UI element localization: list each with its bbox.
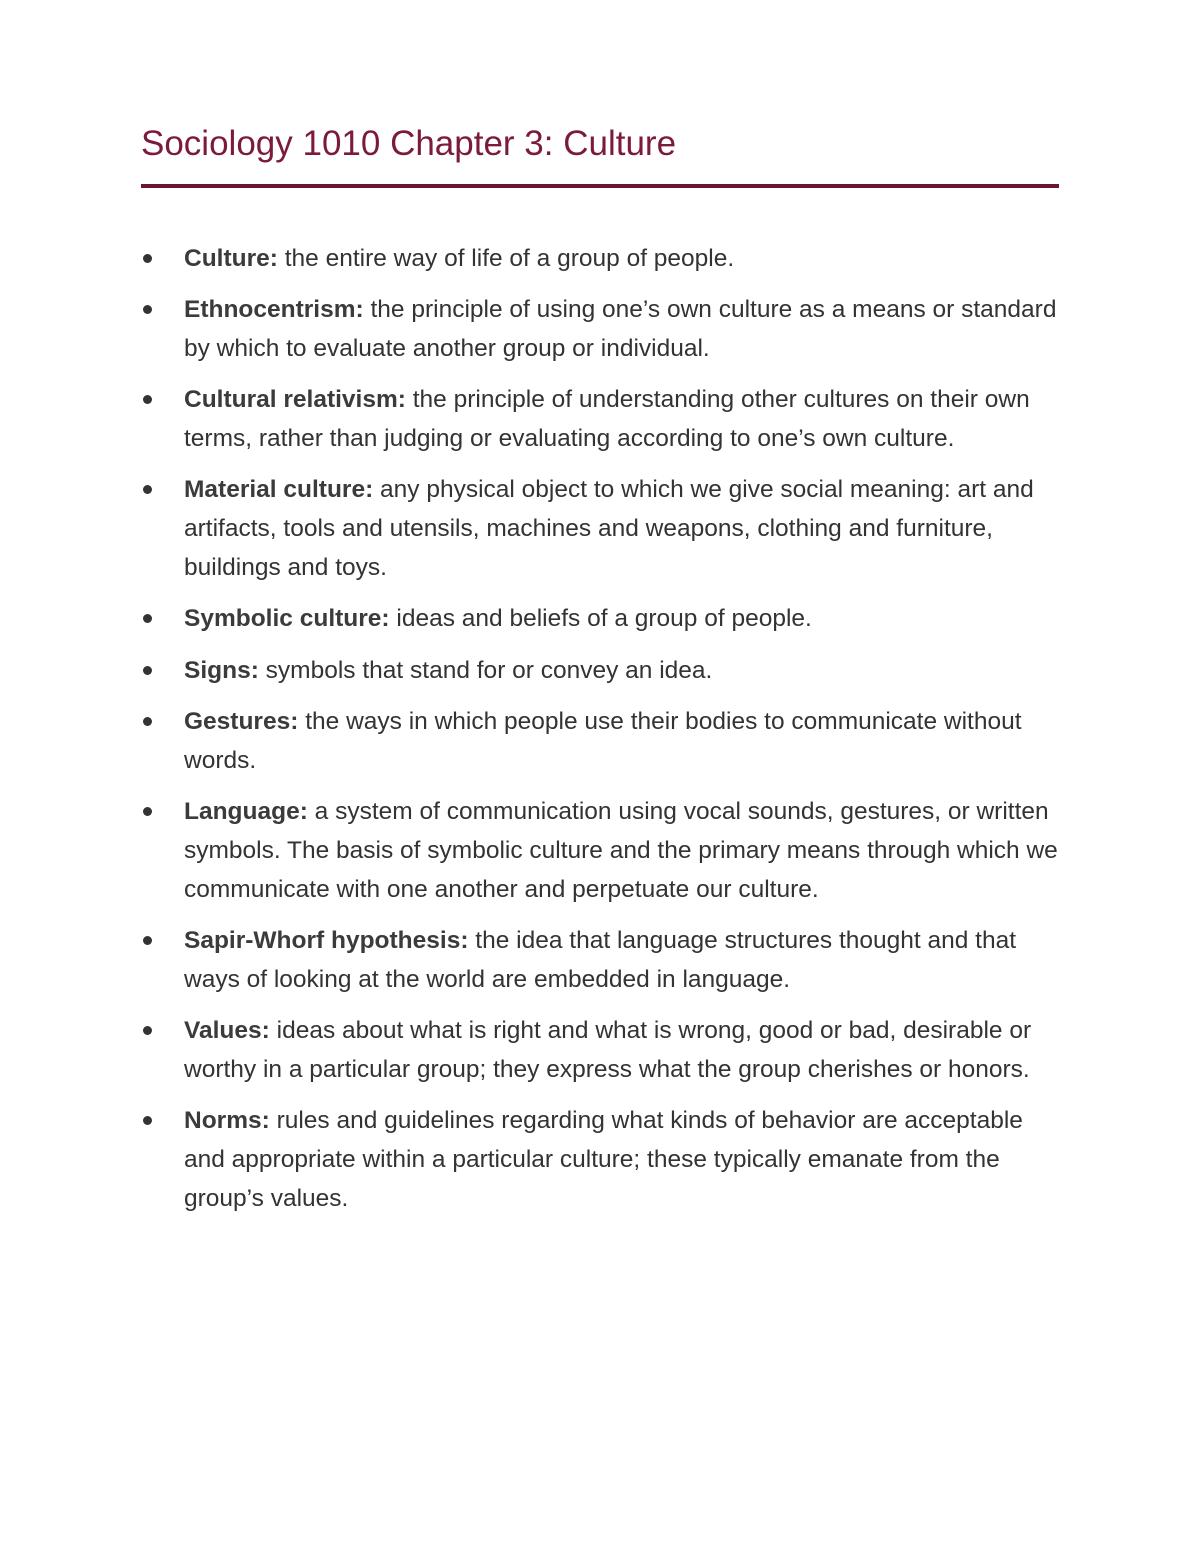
definition: ideas and beliefs of a group of people. — [389, 605, 812, 633]
bullet-icon — [143, 485, 152, 494]
bullet-icon — [143, 395, 152, 404]
list-item — [140, 291, 1070, 369]
term: Norms: — [184, 1107, 270, 1135]
bullet-icon — [143, 807, 152, 816]
term: Material culture: — [184, 476, 374, 504]
list-item — [140, 793, 1070, 909]
bullet-icon — [143, 936, 152, 945]
definition: the idea that language structures thought and that ways of looking at the world are embedded in language. — [184, 926, 1017, 993]
title-divider — [141, 184, 1059, 188]
bullet-icon — [143, 666, 152, 675]
term: Signs: — [184, 656, 259, 684]
definition: the entire way of life of a group of people. — [277, 245, 735, 272]
definition: any physical object to which we give social meaning: art and artifacts, tools and utensils, machines and weapons, clothing and furniture, buildings and toys. — [184, 476, 1034, 582]
definition: symbols that stand for or convey an idea. — [258, 656, 713, 684]
list-item — [140, 922, 1070, 1000]
bullet-icon — [143, 717, 152, 726]
term: Ethnocentrism: — [184, 296, 364, 324]
definition: the ways in which people use their bodies to communicate without words. — [184, 707, 1022, 774]
definition: a system of communication using vocal sounds, gestures, or written symbols. The basis of symbolic culture and the primary means through which we communicate with one another and perpetuate our culture. — [184, 798, 1058, 903]
document-title: Sociology 1010 Chapter 3: Culture — [141, 124, 677, 163]
bullet-icon — [143, 1026, 152, 1035]
bullet-icon — [143, 305, 152, 314]
term: Culture: — [184, 245, 278, 272]
bullet-icon — [143, 1116, 152, 1125]
term: Sapir-Whorf hypothesis: — [184, 926, 469, 954]
definition: ideas about what is right and what is wrong, good or bad, desirable or worthy in a particular group; they express what the group cherishes or honors. — [184, 1017, 1032, 1083]
bullet-icon — [143, 254, 152, 263]
term: Language: — [184, 798, 308, 826]
definition: the principle of understanding other cultures on their own terms, rather than judging or evaluating according to one’s own culture. — [184, 386, 1030, 453]
list-item — [140, 471, 1070, 587]
term: Cultural relativism: — [184, 386, 406, 414]
definition: rules and guidelines regarding what kinds of behavior are acceptable and appropriate within a particular culture; these typically emanate from the group’s values. — [184, 1107, 1023, 1212]
bullet-icon — [143, 614, 152, 623]
definition-list — [140, 240, 1070, 1231]
list-item — [140, 652, 1070, 691]
list-item — [140, 1102, 1070, 1218]
list-item — [140, 381, 1070, 459]
term: Values: — [184, 1017, 270, 1045]
list-item — [140, 600, 1070, 639]
list-item — [140, 1012, 1070, 1090]
list-item — [140, 240, 1070, 279]
term: Symbolic culture: — [184, 605, 390, 633]
definition: the principle of using one’s own culture as a means or standard by which to evaluate another group or individual. — [184, 296, 1057, 363]
term: Gestures: — [184, 707, 299, 735]
list-item — [140, 703, 1070, 781]
